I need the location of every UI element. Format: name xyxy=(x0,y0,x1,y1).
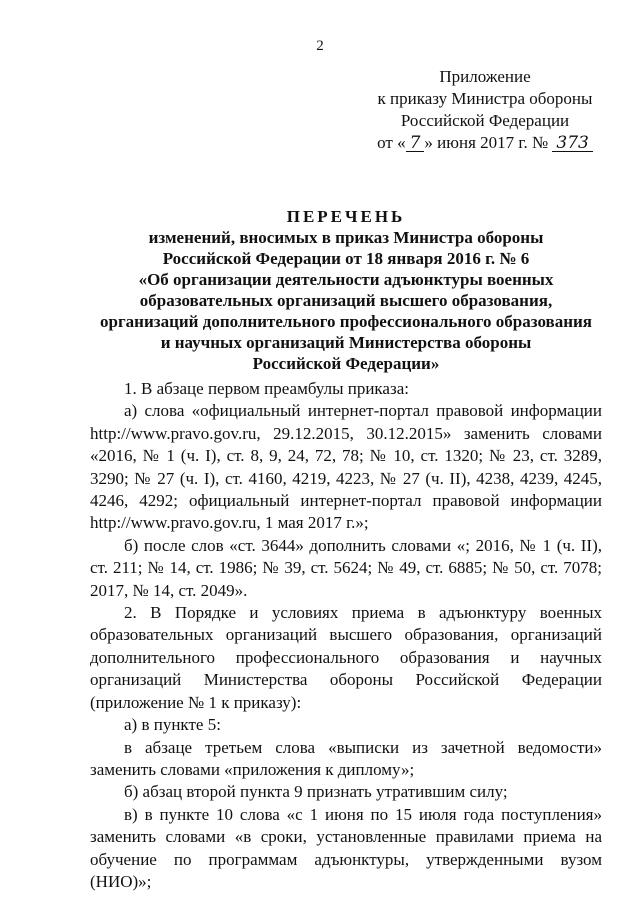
handwritten-order-number: 373 xyxy=(552,135,592,152)
title-line: Российской Федерации от 18 января 2016 г. № 6 xyxy=(162,249,530,268)
document-body xyxy=(90,378,602,893)
page-number: 2 xyxy=(316,38,324,54)
title-heading: ПЕРЕЧЕНЬ xyxy=(286,207,406,226)
paragraph: в) в пункте 10 слова «с 1 июня по 15 июля года поступления» заменить словами «в сроки, установленные правилами приема на обучение по программам адъюнктуры, утвержденными вузом (НИО)»; xyxy=(90,804,602,891)
document-title xyxy=(86,206,606,374)
handwritten-day: 7 xyxy=(406,135,425,152)
appendix-header xyxy=(360,66,610,154)
date-suffix: » июня 2017 г. № xyxy=(424,133,549,152)
paragraph: 2. В Порядке и условиях приема в адъюнктуру военных образовательных организаций высшего образования, организаций дополнительного профессионального образования и научных организаций Министерства обороны Российской Федерации (приложение № 1 к приказу): xyxy=(90,603,602,712)
appendix-line-2: к приказу Министра обороны xyxy=(377,89,593,108)
paragraph: а) слова «официальный интернет-портал правовой информации http://www.pravo.gov.ru, 29.12.2015, 30.12.2015» заменить словами «2016, № 1 (ч. I), ст. 8, 9, 24, 72, 78; № 10, ст. 1320; № 23, ст. 3289, 3290; № 27 (ч. I), ст. 4160, 4219, 4223, № 27 (ч. II), 4238, 4239, 4245, 4246, 4292; официальный интернет-портал правовой информации http://www.pravo.gov.ru, 1 мая 2017 г.»; xyxy=(90,401,602,533)
title-line: организаций дополнительного профессионального образования xyxy=(100,312,592,331)
date-prefix: от « xyxy=(377,133,406,152)
appendix-line-3: Российской Федерации xyxy=(400,111,570,130)
paragraph: б) после слов «ст. 3644» дополнить словами «; 2016, № 1 (ч. II), ст. 211; № 14, ст. 1986; № 39, ст. 5624; № 49, ст. 6885; № 50, ст. 7078; 2017, № 14, ст. 2049». xyxy=(90,535,602,600)
appendix-line-1: Приложение xyxy=(439,67,531,86)
paragraph: в абзаце третьем слова «выписки из зачетной ведомости» заменить словами «приложения к диплому»; xyxy=(90,737,602,779)
paragraph: а) в пункте 5: xyxy=(124,715,221,735)
title-line: изменений, вносимых в приказ Министра обороны xyxy=(148,228,544,247)
paragraph: б) абзац второй пункта 9 признать утратившим силу; xyxy=(124,782,508,802)
title-line: Российской Федерации» xyxy=(252,354,440,373)
appendix-date-line xyxy=(360,132,610,154)
title-line: образовательных организаций высшего образования, xyxy=(139,291,553,310)
title-line: и научных организаций Министерства обороны xyxy=(160,333,532,352)
title-line: «Об организации деятельности адъюнктуры военных xyxy=(138,270,554,289)
paragraph: 1. В абзаце первом преамбулы приказа: xyxy=(124,379,409,398)
